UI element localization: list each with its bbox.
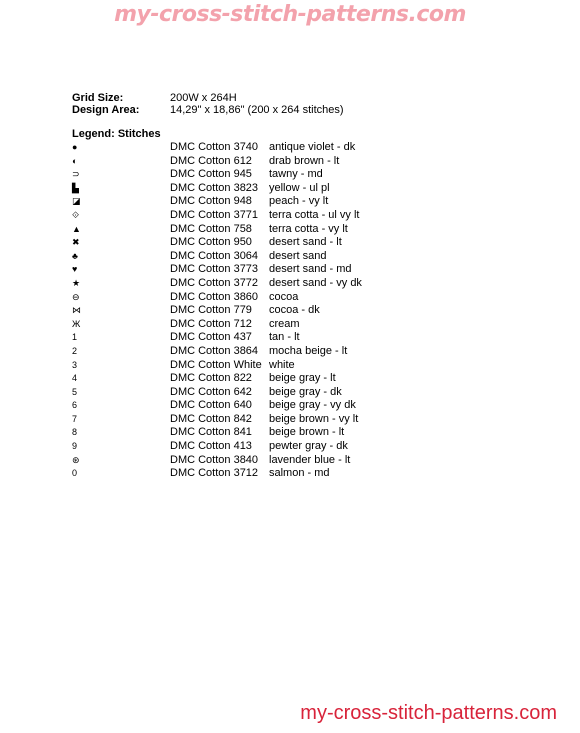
legend-row xyxy=(72,250,392,264)
thread-code: DMC Cotton 642 xyxy=(170,385,252,398)
color-name: salmon - md xyxy=(269,467,330,480)
color-name: peach - vy lt xyxy=(269,195,329,208)
legend-row xyxy=(72,359,392,373)
legend-row xyxy=(72,141,392,155)
thread-code: DMC Cotton 841 xyxy=(170,426,252,439)
legend-row xyxy=(72,223,392,237)
thread-code: DMC Cotton 945 xyxy=(170,168,252,181)
stitch-symbol-icon: 9 xyxy=(72,441,78,452)
thread-code: DMC Cotton 842 xyxy=(170,412,252,425)
stitch-symbol-icon: 2 xyxy=(72,345,78,356)
color-name: beige gray - lt xyxy=(269,372,336,385)
color-name: desert sand - md xyxy=(269,263,352,276)
color-name: drab brown - lt xyxy=(269,154,340,167)
footer-watermark-logo[interactable]: my-cross-stitch-patterns.com xyxy=(300,702,557,724)
stitch-symbol-icon: 7 xyxy=(72,413,78,424)
color-name: cocoa - dk xyxy=(269,304,320,317)
color-name: pewter gray - dk xyxy=(269,440,348,453)
thread-code: DMC Cotton 3064 xyxy=(170,249,259,262)
color-name: terra cotta - ul vy lt xyxy=(269,208,360,221)
stitch-symbol-icon: 0 xyxy=(72,468,78,479)
legend-row xyxy=(72,304,392,318)
legend-row xyxy=(72,467,392,481)
stitch-symbol-icon: ✖ xyxy=(72,237,80,248)
color-name: beige brown - lt xyxy=(269,426,345,439)
design-area-value: 14,29" x 18,86" (200 x 264 stitches) xyxy=(170,104,344,116)
thread-code: DMC Cotton 3740 xyxy=(170,141,259,153)
stitch-symbol-icon: 5 xyxy=(72,386,78,397)
color-name: cream xyxy=(269,317,300,330)
stitch-symbol-icon: 8 xyxy=(72,427,78,438)
color-name: desert sand - lt xyxy=(269,236,342,249)
legend-row xyxy=(72,413,392,427)
thread-code: DMC Cotton 3773 xyxy=(170,263,259,276)
grid-size-value: 200W x 264H xyxy=(170,92,237,104)
thread-code: DMC Cotton 758 xyxy=(170,222,252,235)
legend-row xyxy=(72,209,392,223)
thread-code: DMC Cotton 413 xyxy=(170,440,252,453)
legend-row xyxy=(72,263,392,277)
legend-row xyxy=(72,277,392,291)
legend-row xyxy=(72,291,392,305)
thread-code: DMC Cotton 3771 xyxy=(170,208,259,221)
thread-code: DMC Cotton 3864 xyxy=(170,344,259,357)
thread-code: DMC Cotton 950 xyxy=(170,236,252,249)
thread-code: DMC Cotton 3840 xyxy=(170,453,259,466)
legend-row xyxy=(72,236,392,250)
stitch-symbol-icon: Ж xyxy=(72,318,81,329)
stitch-symbol-icon: ◪ xyxy=(72,196,81,207)
thread-code: DMC Cotton 3860 xyxy=(170,290,259,303)
legend-row xyxy=(72,426,392,440)
thread-code: DMC Cotton 948 xyxy=(170,195,252,208)
stitch-symbol-icon: ▲ xyxy=(72,223,81,234)
color-name: mocha beige - lt xyxy=(269,344,348,357)
stitch-symbol-icon: 1 xyxy=(72,332,78,343)
color-name: beige brown - vy lt xyxy=(269,412,359,425)
stitch-symbol-icon: ● xyxy=(72,142,78,152)
legend-row xyxy=(72,155,392,169)
color-name: beige gray - vy dk xyxy=(269,399,356,412)
legend-row xyxy=(72,318,392,332)
thread-code: DMC Cotton 779 xyxy=(170,304,252,317)
color-name: white xyxy=(269,358,295,371)
stitch-symbol-icon: ★ xyxy=(72,277,81,288)
color-name: desert sand - vy dk xyxy=(269,276,362,289)
stitch-symbol-icon: ♥ xyxy=(72,264,78,275)
color-name: tawny - md xyxy=(269,168,323,181)
color-name: antique violet - dk xyxy=(269,141,356,153)
design-area-label: Design Area: xyxy=(72,104,140,116)
stitch-symbol-icon: ▙ xyxy=(72,182,79,193)
stitch-symbol-icon: 6 xyxy=(72,400,78,411)
stitch-symbol-icon: ⊃ xyxy=(72,169,80,180)
legend-list xyxy=(72,141,392,481)
legend-row xyxy=(72,372,392,386)
thread-code: DMC Cotton 3823 xyxy=(170,181,259,194)
legend-row xyxy=(72,182,392,196)
stitch-symbol-icon: ⊛ xyxy=(72,454,80,465)
stitch-symbol-icon: 4 xyxy=(72,373,78,384)
header-watermark-logo: my-cross-stitch-patterns.com xyxy=(114,2,466,27)
color-name: desert sand xyxy=(269,249,327,262)
thread-code: DMC Cotton 822 xyxy=(170,372,252,385)
thread-code: DMC Cotton 640 xyxy=(170,399,252,412)
color-name: yellow - ul pl xyxy=(269,181,330,194)
legend-row xyxy=(72,331,392,345)
legend-row xyxy=(72,440,392,454)
thread-code: DMC Cotton 3712 xyxy=(170,467,259,480)
thread-code: DMC Cotton 612 xyxy=(170,154,252,167)
stitch-symbol-icon: ♣ xyxy=(72,250,78,261)
stitch-symbol-icon: ⋈ xyxy=(72,305,81,316)
grid-size-label: Grid Size: xyxy=(72,92,124,104)
legend-row xyxy=(72,345,392,359)
legend-title: Legend: Stitches xyxy=(72,128,161,140)
legend-row xyxy=(72,399,392,413)
legend-row xyxy=(72,168,392,182)
color-name: tan - lt xyxy=(269,331,300,344)
color-name: beige gray - dk xyxy=(269,385,342,398)
thread-code: DMC Cotton White xyxy=(170,358,262,371)
stitch-symbol-icon: ⟐ xyxy=(72,209,80,220)
thread-code: DMC Cotton 3772 xyxy=(170,276,259,289)
legend-row xyxy=(72,454,392,468)
legend-row xyxy=(72,195,392,209)
stitch-symbol-icon: 3 xyxy=(72,359,78,370)
thread-code: DMC Cotton 437 xyxy=(170,331,252,344)
color-name: terra cotta - vy lt xyxy=(269,222,348,235)
color-name: lavender blue - lt xyxy=(269,453,351,466)
stitch-symbol-icon: ◐ xyxy=(72,155,78,166)
color-name: cocoa xyxy=(269,290,299,303)
thread-code: DMC Cotton 712 xyxy=(170,317,252,330)
legend-row xyxy=(72,386,392,400)
stitch-symbol-icon: ⊖ xyxy=(72,291,80,302)
